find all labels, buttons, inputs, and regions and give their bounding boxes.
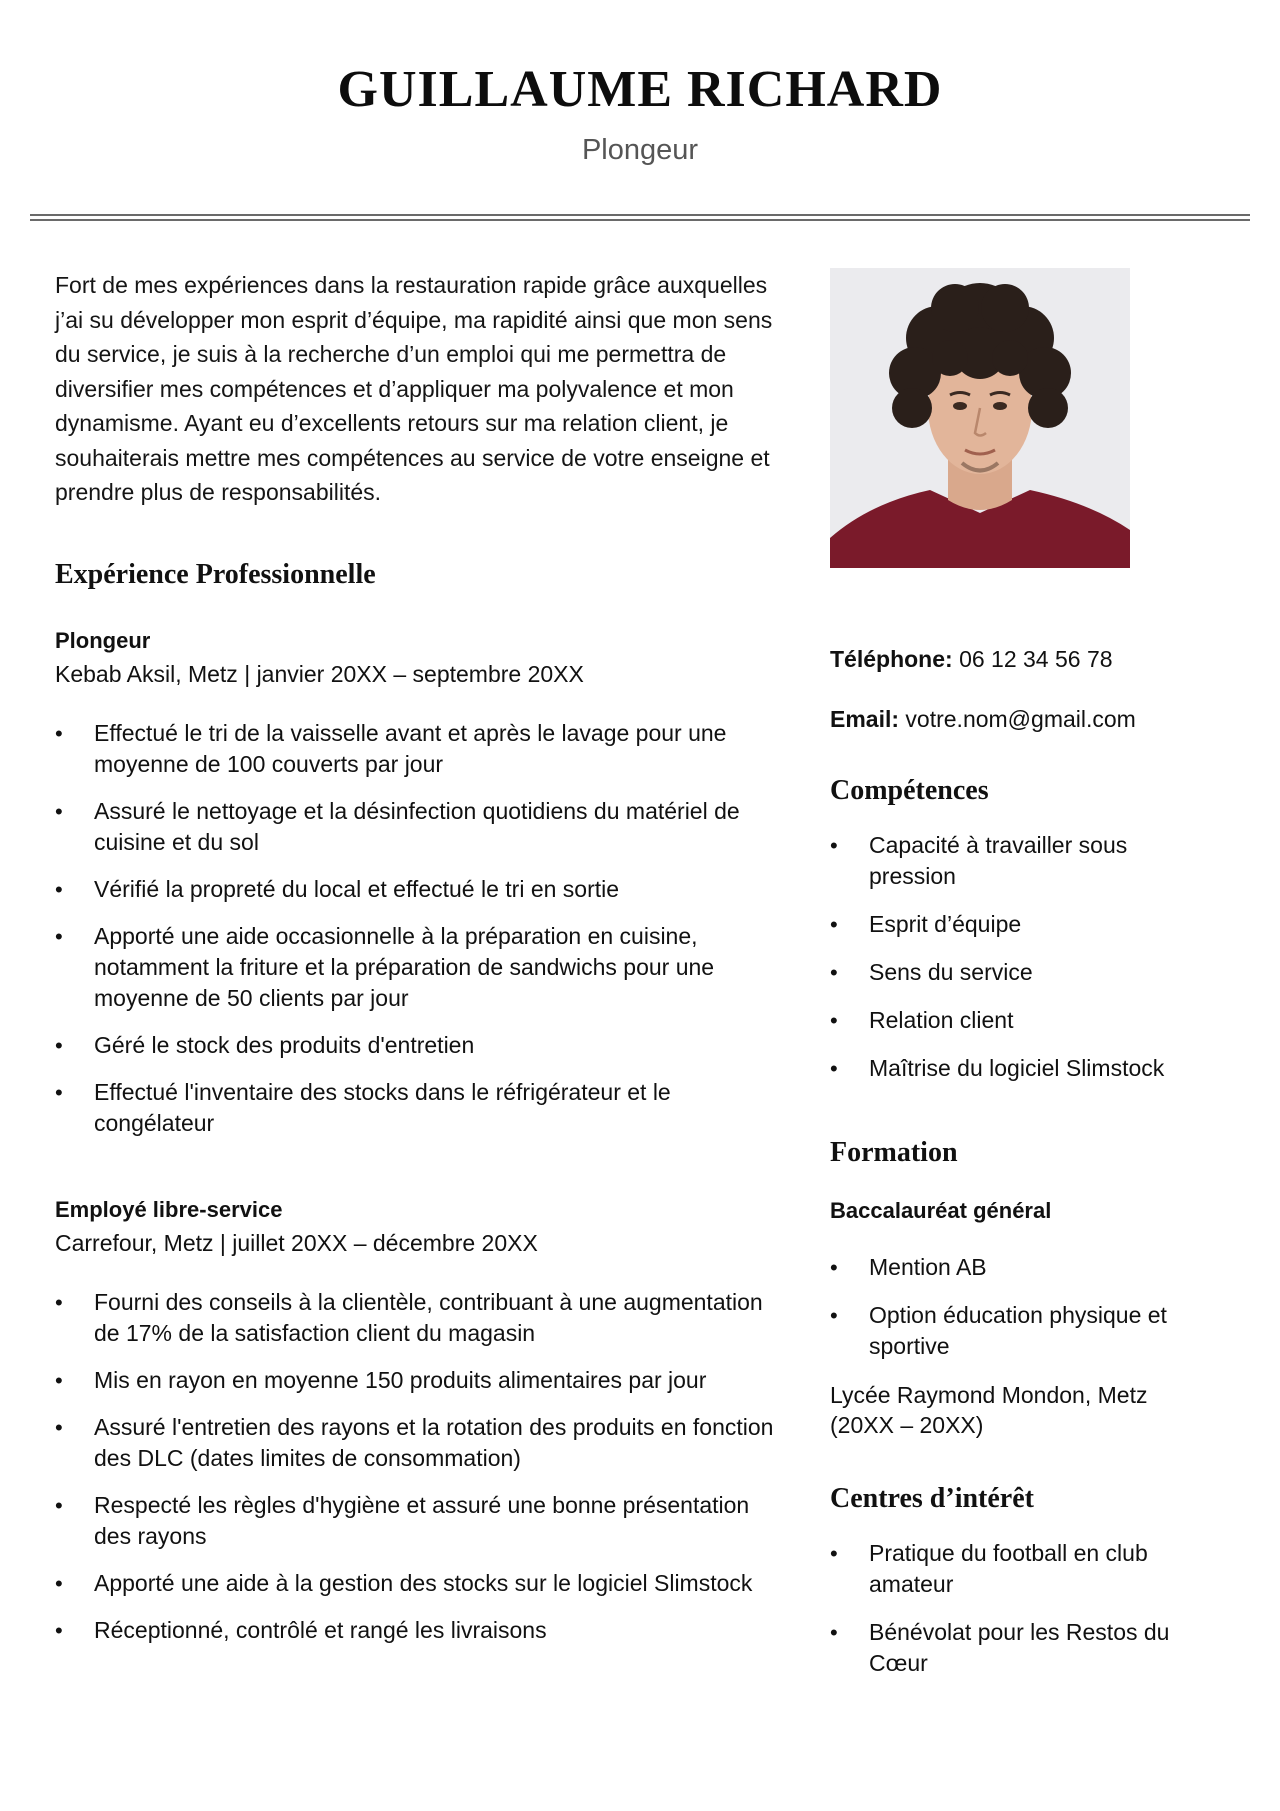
list-item: • Esprit d’équipe <box>830 909 1210 940</box>
list-item: • Relation client <box>830 1005 1210 1036</box>
candidate-name: GUILLAUME RICHARD <box>337 61 943 118</box>
list-item: • Effectué le tri de la vaisselle avant et après le lavage pour une moyenne de 100 couverts par jour <box>55 718 775 780</box>
list-item: • Option éducation physique et sportive <box>830 1300 1210 1362</box>
list-item: • Capacité à travailler sous pression <box>830 830 1210 892</box>
education-details <box>830 1252 1210 1362</box>
experience-job-title: Employé libre-service <box>55 1196 283 1222</box>
list-item: • Bénévolat pour les Restos du Cœur <box>830 1617 1210 1679</box>
list-item: • Apporté une aide occasionnelle à la préparation en cuisine, notamment la friture et la préparation de sandwichs pour une moyenne de 50 clients par jour <box>55 921 775 1014</box>
experience-item <box>55 1195 775 1646</box>
list-item: • Vérifié la propreté du local et effectué le tri en sortie <box>55 874 775 905</box>
list-item: • Sens du service <box>830 957 1210 988</box>
job-title: Plongeur <box>581 134 699 166</box>
list-item: • Respecté les règles d'hygiène et assuré une bonne présentation des rayons <box>55 1490 775 1552</box>
experience-employer-dates: Carrefour, Metz | juillet 20XX – décembre 20XX <box>55 1229 538 1256</box>
list-item: • Géré le stock des produits d'entretien <box>55 1030 775 1061</box>
list-item: • Assuré l'entretien des rayons et la rotation des produits en fonction des DLC (dates limites de consommation) <box>55 1412 775 1474</box>
education-degree: Baccalauréat général <box>830 1198 1052 1223</box>
list-item: • Mis en rayon en moyenne 150 produits alimentaires par jour <box>55 1365 775 1396</box>
experience-bullets <box>55 1287 775 1646</box>
list-item: • Fourni des conseils à la clientèle, contribuant à une augmentation de 17% de la satisfaction client du magasin <box>55 1287 775 1349</box>
list-item: • Maîtrise du logiciel Slimstock <box>830 1053 1210 1084</box>
contact-email <box>830 704 1210 734</box>
sidebar-column <box>830 268 1210 1679</box>
list-item: • Réceptionné, contrôlé et rangé les livraisons <box>55 1615 775 1646</box>
email-value: votre.nom@gmail.com <box>905 706 1136 732</box>
phone-value: 06 12 34 56 78 <box>959 646 1113 672</box>
list-item: • Mention AB <box>830 1252 1210 1283</box>
interests-list <box>830 1538 1210 1679</box>
experience-heading: Expérience Professionnelle <box>55 558 376 590</box>
portrait-illustration <box>830 268 1130 568</box>
experience-employer-dates: Kebab Aksil, Metz | janvier 20XX – septembre 20XX <box>55 660 584 687</box>
skills-heading: Compétences <box>830 775 989 806</box>
contact-phone <box>830 644 1210 674</box>
header-divider-bottom <box>30 219 1250 221</box>
email-label: Email: <box>830 706 900 732</box>
list-item: • Apporté une aide à la gestion des stocks sur le logiciel Slimstock <box>55 1568 775 1599</box>
experience-item <box>55 626 775 1139</box>
profile-photo <box>830 268 1130 568</box>
phone-label: Téléphone: <box>830 646 953 672</box>
experience-bullets <box>55 718 775 1139</box>
interests-heading: Centres d’intérêt <box>830 1483 1034 1514</box>
education-heading: Formation <box>830 1137 958 1168</box>
header-divider-top <box>30 214 1250 216</box>
profile-summary: Fort de mes expériences dans la restauration rapide grâce auxquelles j’ai su développer mon esprit d’équipe, ma rapidité ainsi que mon sens du service, je suis à la recherche d’un emploi qui me permettra de diversifier mes compétences et d’appliquer ma polyvalence et mon dynamisme. Ayant eu d’excellents retours sur ma relation client, je souhaiterais mettre mes compétences au service de votre enseigne et prendre plus de responsabilités. <box>55 272 773 505</box>
main-column <box>55 268 775 1646</box>
experience-job-title: Plongeur <box>55 627 151 653</box>
list-item: • Assuré le nettoyage et la désinfection quotidiens du matériel de cuisine et du sol <box>55 796 775 858</box>
skills-list <box>830 830 1210 1084</box>
list-item: • Effectué l'inventaire des stocks dans le réfrigérateur et le congélateur <box>55 1077 775 1139</box>
education-school: Lycée Raymond Mondon, Metz (20XX – 20XX) <box>830 1382 1148 1438</box>
list-item: • Pratique du football en club amateur <box>830 1538 1210 1600</box>
